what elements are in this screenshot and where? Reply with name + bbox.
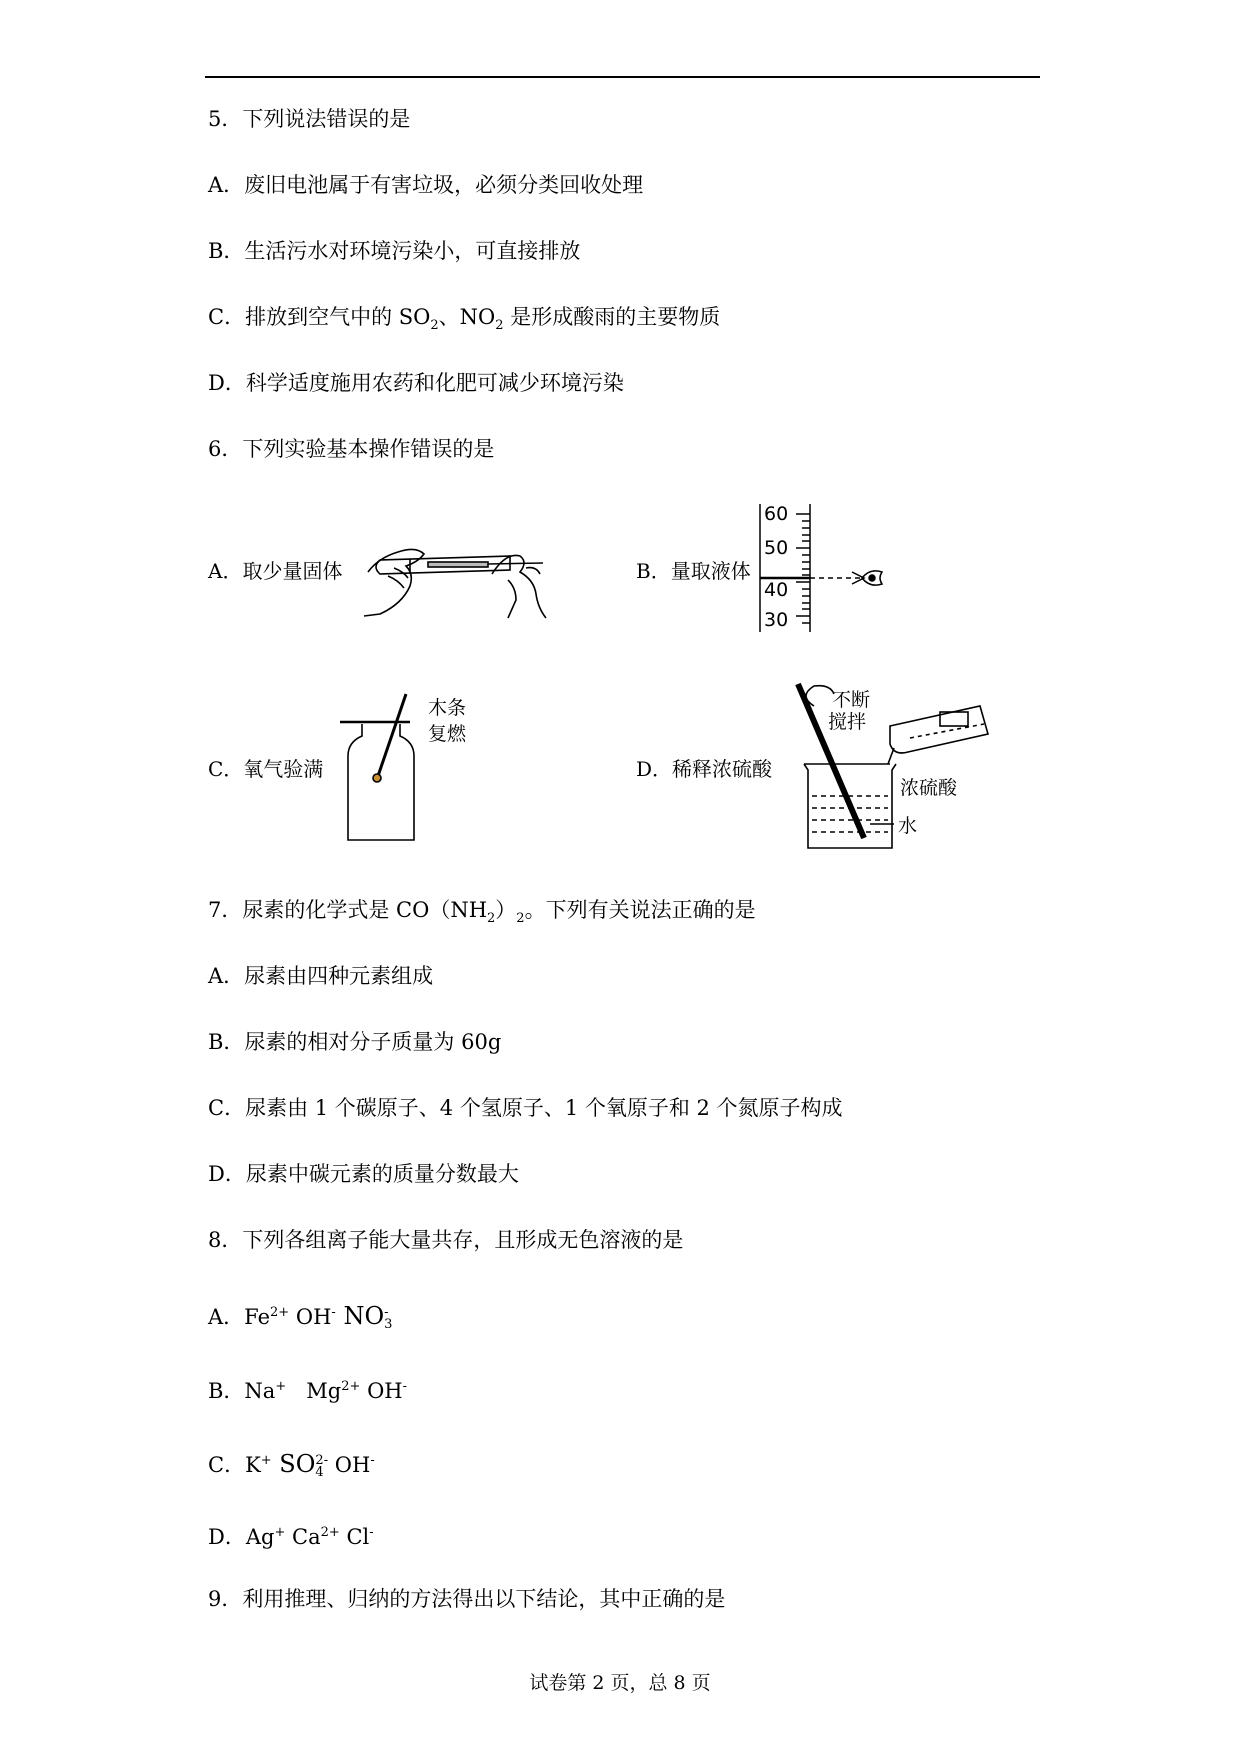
cylinder-tick-30: 30 [764,609,789,631]
figure-oxygen-test [336,690,476,850]
q6-option-b: B．量取液体 [636,559,751,583]
q7-stem: 7．尿素的化学式是 $CO(NH_2)_2$。下列有关说法正确的是 [208,898,756,927]
cylinder-tick-40: 40 [764,579,789,601]
q5-option-c: C．排放到空气中的 $SO_2$、$NO_2$ 是形成酸雨的主要物质 [208,305,721,334]
q8-option-c: C．K+ SO2- 4 OH- [208,1450,375,1480]
q5-stem: 5．下列说法错误的是 [208,107,411,131]
q8-stem: 8．下列各组离子能大量共存，且形成无色溶液的是 [208,1228,684,1252]
stir-label-1: 不断 [832,689,871,711]
q6-option-d: D．稀释浓硫酸 [636,757,773,781]
q9-stem: 9．利用推理、归纳的方法得出以下结论，其中正确的是 [208,1587,726,1611]
page-footer: 试卷第 2 页，总 8 页 [529,1672,711,1694]
q6-option-a: A．取少量固体 [208,559,343,583]
q8-option-b: B．Na+ $Mg^{2+}$ OH- [208,1379,408,1403]
q7-option-a: A．尿素由四种元素组成 [208,964,434,988]
water-label: 水 [898,815,918,837]
q6-stem: 6．下列实验基本操作错误的是 [208,437,495,461]
splint-label-1: 木条 [428,697,467,719]
cylinder-tick-60: 60 [764,503,789,525]
q7-option-c: C．尿素由 1 个碳原子、4 个氢原子、1 个氧原子和 2 个氮原子构成 [208,1096,843,1120]
figure-graduated-cylinder [752,500,892,636]
splint-label-2: 复燃 [428,723,467,745]
figure-solid-sampling [358,528,558,620]
figure-dilution [790,676,1002,854]
q7-option-d: D．尿素中碳元素的质量分数最大 [208,1162,519,1186]
q8-option-d: D．Ag+ $Ca^{2+}$ Cl- [208,1525,374,1549]
stir-label-2: 搅拌 [828,711,867,733]
acid-label: 浓硫酸 [900,777,958,799]
q5-option-d: D．科学适度施用农药和化肥可减少环境污染 [208,371,624,395]
header-rule [205,76,1040,78]
q5-option-b: B．生活污水对环境污染小，可直接排放 [208,239,581,263]
q6-option-c: C．氧气验满 [208,757,324,781]
q7-option-b: B．尿素的相对分子质量为 60g [208,1030,502,1054]
q8-option-a: A．$Fe^{2+}$ OH- NO- 3 [208,1302,393,1332]
cylinder-tick-50: 50 [764,537,789,559]
q5-option-a: A．废旧电池属于有害垃圾，必须分类回收处理 [208,173,644,197]
